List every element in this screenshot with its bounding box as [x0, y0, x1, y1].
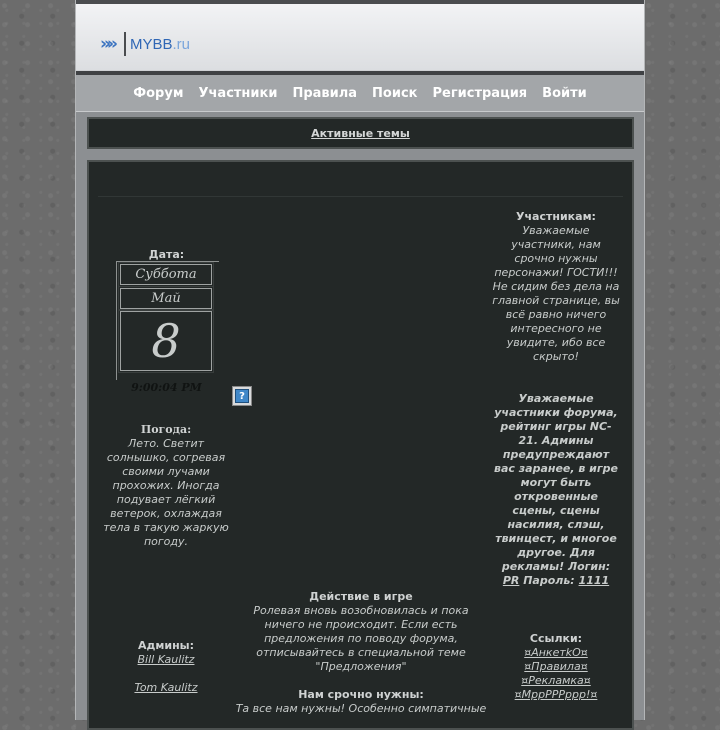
calendar-day: 8 — [120, 311, 212, 371]
link-mrrr[interactable]: ¤МррРРРррр!¤ — [514, 688, 598, 701]
promo-password: 1111 — [578, 574, 610, 587]
link-anketa[interactable]: ¤АнкетkО¤ — [524, 646, 588, 659]
link-advert[interactable]: ¤Рекламка¤ — [521, 674, 591, 687]
rating-notice — [492, 392, 620, 588]
promo-login: PR — [502, 574, 520, 587]
date-label: Дата: — [148, 248, 185, 261]
active-topics-link[interactable]: Активные темы — [311, 126, 410, 140]
calendar-month: Май — [120, 288, 212, 309]
nav-rules[interactable]: Правила — [292, 85, 358, 101]
announcement-panel — [87, 160, 634, 730]
logo[interactable] — [100, 32, 190, 56]
main-nav — [76, 75, 644, 112]
link-rules[interactable]: ¤Правила¤ — [524, 660, 588, 673]
help-icon[interactable]: ? — [232, 386, 252, 406]
panel-divider — [98, 196, 623, 197]
password-label: Пароль: — [523, 574, 575, 587]
page — [75, 0, 645, 720]
clock-time: 9:00:04 PM — [131, 381, 202, 394]
game-action-text: Ролевая вновь возобновилась и пока ничего не происходит. Если есть предложения по поводу форума, отписывайтесь в специальной теме "Предложения" — [253, 604, 469, 673]
nav-members[interactable]: Участники — [198, 85, 278, 101]
members-notice-label: Участникам: — [516, 210, 596, 223]
admin-link-tom[interactable]: Tom Kaulitz — [134, 681, 198, 694]
nav-login[interactable]: Войти — [542, 85, 587, 101]
weather-label: Погода: — [140, 423, 192, 436]
links-label: Ссылки: — [529, 632, 583, 645]
admins-label: Админы: — [137, 639, 195, 652]
logo-arrows-icon: » — [100, 34, 107, 54]
weather-text: Лето. Светит солнышко, согревая своими лучами прохожих. Иногда подувает лёгкий ветерок, охлаждая тела в такую жаркую погоду. — [103, 437, 229, 548]
nav-register[interactable]: Регистрация — [432, 85, 528, 101]
members-notice-text: Уважаемые участники, нам срочно нужны персонажи! ГОСТИ!!! Не сидим без дела на главной странице, вы всё равно ничего интересного не увидите, ибо все скрыто! — [492, 224, 620, 363]
admin-link-bill[interactable]: Bill Kaulitz — [137, 653, 195, 666]
calendar-weekday: Суббота — [120, 264, 212, 285]
needed-label: Нам срочно нужны: — [298, 688, 424, 701]
logo-text: MYBB.ru — [129, 35, 190, 53]
logo-arrows-icon-2: » — [106, 34, 114, 54]
needed-text: Та все нам нужны! Особенно симпатичные — [235, 702, 487, 715]
rating-notice-text: Уважаемые участники форума, рейтинг игры NC-21. Админы предупреждают вас заранее, в игре могут быть откровенные сцены, сцены насилия, слэш, твинцест, и многое другое. Для рекламы! Логин: — [494, 392, 618, 573]
nav-forum[interactable]: Форум — [133, 85, 184, 101]
header — [76, 4, 644, 71]
active-topics-bar — [87, 117, 634, 149]
game-action-label: Действие в игре — [309, 590, 413, 603]
logo-separator — [124, 32, 126, 56]
nav-search[interactable]: Поиск — [372, 85, 418, 101]
